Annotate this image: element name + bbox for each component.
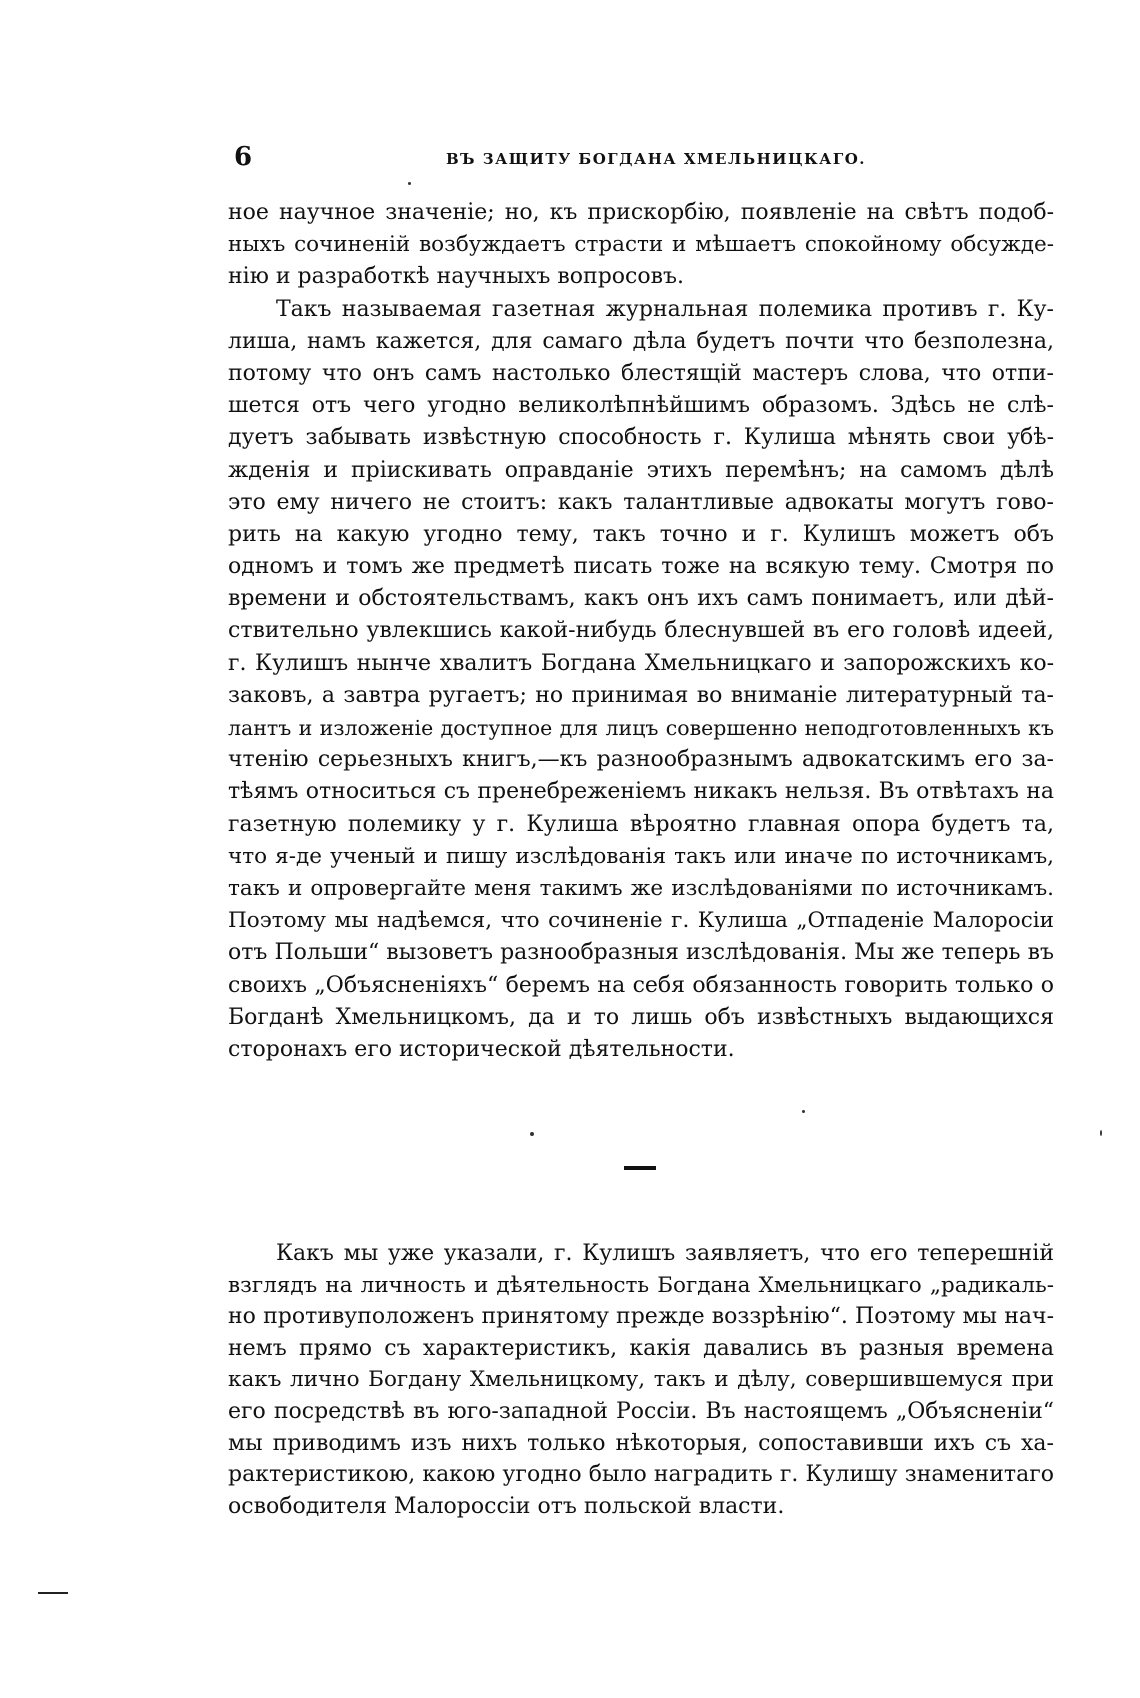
section-separator <box>624 1166 656 1170</box>
text-line: дуетъ забывать извѣстную способность г. Кулиша мѣнять свои убѣ- <box>228 425 1054 451</box>
text-line: лиша, намъ кажется, для самаго дѣла будетъ почти что безполезна, <box>228 328 1054 354</box>
text-line: рактеристикою, какою угодно было наградить г. Кулишу знаменитаго <box>228 1462 1054 1488</box>
margin-mark <box>38 1592 68 1594</box>
text-line: освободителя Малороссіи отъ польской власти. <box>228 1493 785 1519</box>
paper-speck <box>1100 1130 1102 1136</box>
text-line: тѣямъ относиться съ пренебреженіемъ никакъ нельзя. Въ отвѣтахъ на <box>228 779 1054 805</box>
text-section-1 <box>228 197 1054 1066</box>
text-line: Поэтому мы надѣемся, что сочиненіе г. Кулиша „Отпаденіе Малоросіи <box>228 908 1054 934</box>
page-number: 6 <box>234 142 253 172</box>
paper-speck <box>802 1110 805 1113</box>
text-line: сторонахъ его исторической дѣятельности. <box>228 1036 735 1062</box>
text-line: рить на какую угодно тему, такъ точно и г. Кулишъ можетъ объ <box>228 521 1054 547</box>
text-line: такъ и опровергайте меня такимъ же изслѣдованіями по источникамъ. <box>228 875 1054 901</box>
paragraph-first-line: Какъ мы уже указали, г. Кулишъ заявляетъ, что его теперешній <box>276 1241 1054 1266</box>
text-line: одномъ и томъ же предметѣ писать тоже на всякую тему. Смотря по <box>228 554 1054 580</box>
text-line: чтенію серьезныхъ книгъ,—къ разнообразнымъ адвокатскимъ его за- <box>228 747 1054 773</box>
text-line: заковъ, а завтра ругаетъ; но принимая во вниманіе литературный та- <box>228 682 1054 708</box>
text-line: какъ лично Богдану Хмельницкому, такъ и дѣлу, совершившемуся при <box>228 1367 1054 1393</box>
text-section-2 <box>228 1238 1054 1522</box>
text-line: ствительно увлекшись какой-нибудь блеснувшей въ его головѣ идеей, <box>228 618 1054 644</box>
text-line: его посредствѣ въ юго-западной Россіи. Въ настоящемъ „Объясненіи“ <box>228 1398 1054 1424</box>
text-line: жденія и пріискивать оправданіе этихъ перемѣнъ; на самомъ дѣлѣ <box>228 457 1054 483</box>
text-line: своихъ „Объясненіяхъ“ беремъ на себя обязанность говорить только о <box>228 972 1054 998</box>
text-line: Богданѣ Хмельницкомъ, да и то лишь объ извѣстныхъ выдающихся <box>228 1004 1054 1030</box>
text-line: но противуположенъ принятому прежде воззрѣнію“. Поэтому мы нач- <box>228 1304 1054 1330</box>
text-line: отъ Польши“ вызоветъ разнообразныя изслѣдованія. Мы же теперь въ <box>228 940 1054 966</box>
paragraph-first-line: Такъ называемая газетная журнальная полемика противъ г. Ку- <box>276 296 1054 322</box>
text-line: лантъ и изложеніе доступное для лицъ совершенно неподготовленныхъ къ <box>228 716 1054 740</box>
paper-speck <box>530 1132 534 1136</box>
paper-speck <box>408 182 411 185</box>
text-line: г. Кулишъ нынче хвалитъ Богдана Хмельницкаго и запорожскихъ ко- <box>228 650 1054 676</box>
text-line: ное научное значеніе; но, къ прискорбію, появленіе на свѣтъ подоб- <box>228 200 1054 225</box>
text-line: потому что онъ самъ настолько блестящій мастеръ слова, что отпи- <box>228 360 1054 386</box>
text-line: это ему ничего не стоитъ: какъ талантливые адвокаты могутъ гово- <box>228 489 1054 515</box>
text-line: газетную полемику у г. Кулиша вѣроятно главная опора будетъ та, <box>228 811 1054 837</box>
running-title: ВЪ ЗАЩИТУ БОГДАНА ХМЕЛЬНИЦКАГО. <box>446 150 866 168</box>
page-header <box>234 142 1052 182</box>
text-line: шется отъ чего угодно великолѣпнѣйшимъ образомъ. Здѣсь не слѣ- <box>228 393 1054 419</box>
text-line: что я-де ученый и пишу изслѣдованія такъ или иначе по источникамъ, <box>228 843 1054 869</box>
text-line: ныхъ сочиненій возбуждаетъ страсти и мѣшаетъ спокойному обсужде- <box>228 232 1054 258</box>
text-line: мы приводимъ изъ нихъ только нѣкоторыя, сопоставивши ихъ съ ха- <box>228 1430 1054 1456</box>
text-line: немъ прямо съ характеристикъ, какія давались въ разныя времена <box>228 1335 1054 1361</box>
text-line: взглядъ на личность и дѣятельность Богдана Хмельницкаго „радикаль- <box>228 1272 1054 1298</box>
text-line: нію и разработкѣ научныхъ вопросовъ. <box>228 264 684 290</box>
text-line: времени и обстоятельствамъ, какъ онъ ихъ самъ понимаетъ, или дѣй- <box>228 586 1054 612</box>
